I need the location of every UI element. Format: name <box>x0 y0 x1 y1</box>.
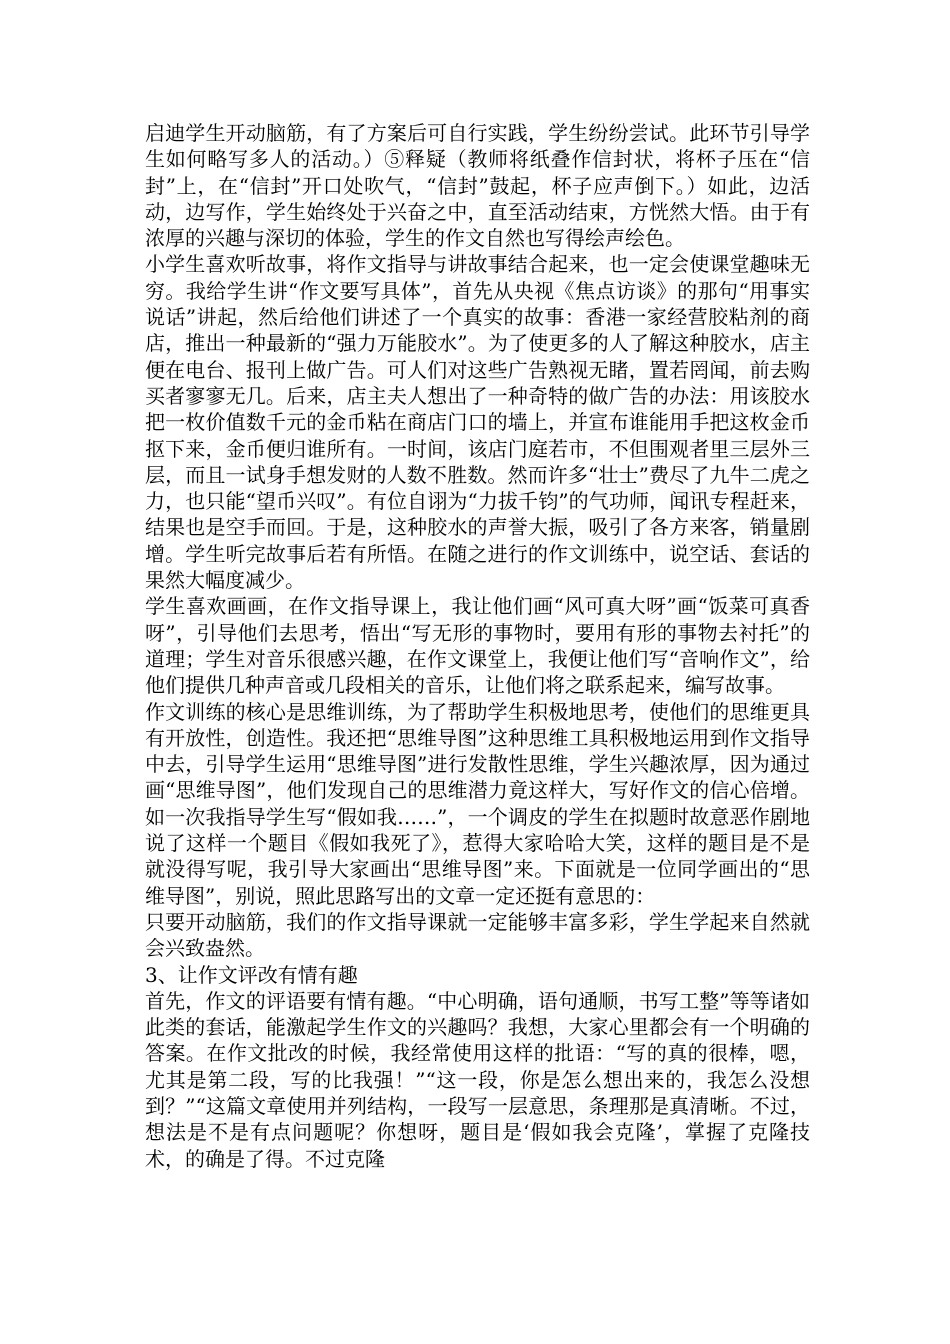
body-paragraph-4: 作文训练的核心是思维训练，为了帮助学生积极地思考，使他们的思维更具有开放性，创造性。我还把“思维导图”这种思维工具积极地运用到作文指导中去，引导学生运用“思维导图”进行发散性思维，学生兴趣浓厚，因为通过画“思维导图”，他们发现自己的思维潜力竟这样大，写好作文的信心倍增。如一次我指导学生写“假如我……”，一个调皮的学生在拟题时故意恶作剧地说了这样一个题目《假如我死了》，惹得大家哈哈大笑，这样的题目是不是就没得写呢，我引导大家画出“思维导图”来。下面就是一位同学画出的“思维导图”，别说，照此思路写出的文章一定还挺有意思的： <box>145 699 810 908</box>
section-heading: 3、让作文评改有情有趣 <box>145 962 358 987</box>
body-paragraph-2: 小学生喜欢听故事，将作文指导与讲故事结合起来，也一定会使课堂趣味无穷。我给学生讲“作文要写具体”，首先从央视《焦点访谈》的那句“用事实说话”讲起，然后给他们讲述了一个真实的故事：香港一家经营胶粘剂的商店，推出一种最新的“强力万能胶水”。为了使更多的人了解这种胶水，店主便在电台、报刊上做广告。可人们对这些广告熟视无睹，置若罔闻，前去购买者寥寥无几。后来，店主夫人想出了一种奇特的做广告的办法：用该胶水把一枚价值数千元的金币粘在商店门口的墙上，并宣布谁能用手把这枚金币抠下来，金币便归谁所有。一时间，该店门庭若市，不但围观者里三层外三层，而且一试身手想发财的人数不胜数。然而许多“壮士”费尽了九牛二虎之力，也只能“望币兴叹”。有位自诩为“力拔千钧”的气功师，闻讯专程赶来，结果也是空手而回。于是，这种胶水的声誉大振，吸引了各方来客，销量剧增。学生听完故事后若有所悟。在随之进行的作文训练中，说空话、套话的果然大幅度减少。 <box>145 252 810 593</box>
closing-paragraph: 首先，作文的评语要有情有趣。“中心明确，语句通顺，书写工整”等等诸如此类的套话，能激起学生作文的兴趣吗？我想，大家心里都会有一个明确的答案。在作文批改的时候，我经常使用这样的批语：“写的真的很棒，嗯，尤其是第二段，写的比我强！”“这一段，你是怎么想出来的，我怎么没想到？”“这篇文章使用并列结构，一段写一层意思，条理那是真清晰。不过，想法是不是有点问题呢？你想呀，题目是‘假如我会克隆’，掌握了克隆技术，的确是了得。不过克隆 <box>145 988 810 1171</box>
body-paragraph-1: 启迪学生开动脑筋，有了方案后可自行实践，学生纷纷尝试。此环节引导学生如何略写多人的活动。）⑤释疑（教师将纸叠作信封状，将杯子压在“信封”上，在“信封”开口处吹气，“信封”鼓起，杯子应声倒下。）如此，边活动，边写作，学生始终处于兴奋之中，直至活动结束，方恍然大悟。由于有浓厚的兴趣与深切的体验，学生的作文自然也写得绘声绘色。 <box>145 121 810 251</box>
body-paragraph-5: 只要开动脑筋，我们的作文指导课就一定能够丰富多彩，学生学起来自然就会兴致盎然。 <box>145 909 810 961</box>
body-paragraph-3: 学生喜欢画画，在作文指导课上，我让他们画“风可真大呀”画“饭菜可真香呀”，引导他们去思考，悟出“写无形的事物时，要用有形的事物去衬托”的道理；学生对音乐很感兴趣，在作文课堂上，我便让他们写“音响作文”，给他们提供几种声音或几段相关的音乐，让他们将之联系起来，编写故事。 <box>145 594 810 698</box>
document-page <box>145 120 810 1172</box>
